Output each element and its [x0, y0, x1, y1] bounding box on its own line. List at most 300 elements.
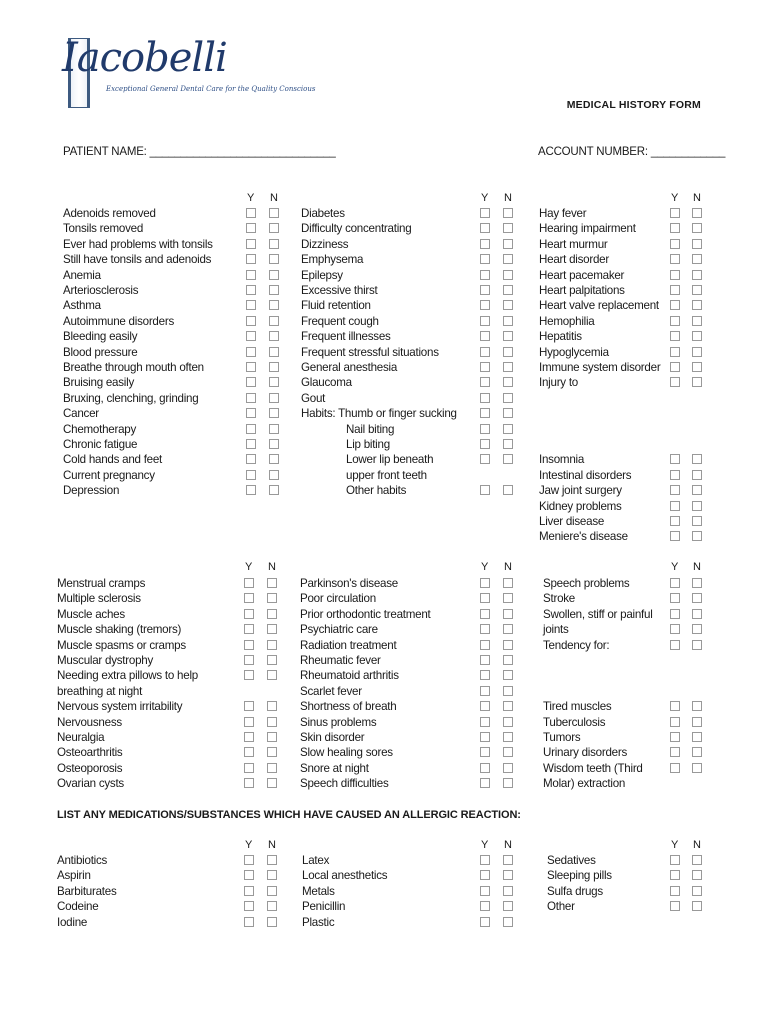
yes-checkbox[interactable]	[670, 593, 680, 603]
no-checkbox[interactable]	[269, 393, 279, 403]
yes-checkbox[interactable]	[480, 778, 490, 788]
no-checkbox[interactable]	[269, 331, 279, 341]
no-checkbox[interactable]	[503, 408, 513, 418]
condition-label: Iodine	[57, 915, 88, 929]
condition-label: Jaw joint surgery	[539, 484, 622, 498]
no-checkbox[interactable]	[692, 377, 702, 387]
yes-checkbox[interactable]	[480, 316, 490, 326]
yes-checkbox[interactable]	[670, 331, 680, 341]
condition-label: Chemotherapy	[63, 422, 137, 436]
no-checkbox[interactable]	[503, 331, 513, 341]
condition-label: Penicillin	[302, 900, 346, 914]
yes-checkbox[interactable]	[670, 254, 680, 264]
no-column-header: N	[268, 839, 276, 851]
form-title: MEDICAL HISTORY FORM	[566, 99, 701, 111]
yes-checkbox[interactable]	[244, 609, 254, 619]
yes-checkbox[interactable]	[244, 593, 254, 603]
yes-checkbox[interactable]	[670, 640, 680, 650]
yes-column-header: Y	[481, 839, 489, 851]
no-checkbox[interactable]	[692, 331, 702, 341]
condition-label: Parkinson's disease	[300, 577, 398, 590]
condition-label: Injury to	[539, 376, 578, 390]
no-checkbox[interactable]	[503, 870, 513, 880]
no-checkbox[interactable]	[692, 270, 702, 280]
yes-column-header: Y	[247, 192, 255, 204]
yes-checkbox[interactable]	[670, 701, 680, 711]
yes-checkbox[interactable]	[670, 285, 680, 295]
no-checkbox[interactable]	[269, 285, 279, 295]
no-checkbox[interactable]	[692, 717, 702, 727]
yes-checkbox[interactable]	[246, 377, 256, 387]
condition-label: Insomnia	[539, 453, 585, 467]
patient-name-field[interactable]: PATIENT NAME: ______________________________	[63, 146, 336, 158]
no-checkbox[interactable]	[503, 655, 513, 665]
no-checkbox[interactable]	[267, 655, 277, 665]
no-checkbox[interactable]	[269, 424, 279, 434]
yes-checkbox[interactable]	[670, 223, 680, 233]
yes-checkbox[interactable]	[670, 270, 680, 280]
no-checkbox[interactable]	[269, 208, 279, 218]
yes-checkbox[interactable]	[670, 531, 680, 541]
no-column-header: N	[504, 561, 512, 573]
no-checkbox[interactable]	[269, 239, 279, 249]
condition-label: Frequent cough	[301, 314, 379, 328]
condition-label: Tuberculosis	[543, 715, 606, 729]
no-checkbox[interactable]	[267, 640, 277, 650]
no-checkbox[interactable]	[503, 763, 513, 773]
no-checkbox[interactable]	[692, 362, 702, 372]
yes-checkbox[interactable]	[670, 362, 680, 372]
condition-label: Adenoids removed	[63, 207, 156, 220]
no-checkbox[interactable]	[692, 470, 702, 480]
yes-checkbox[interactable]	[246, 316, 256, 326]
no-checkbox[interactable]	[267, 917, 277, 927]
no-checkbox[interactable]	[267, 855, 277, 865]
no-checkbox[interactable]	[503, 886, 513, 896]
yes-checkbox[interactable]	[246, 300, 256, 310]
condition-label: joints	[543, 623, 569, 637]
yes-checkbox[interactable]	[670, 624, 680, 634]
condition-label: Liver disease	[539, 515, 605, 528]
condition-label: Snore at night	[300, 761, 369, 775]
no-checkbox[interactable]	[503, 747, 513, 757]
condition-label: Breathe through mouth often	[63, 361, 204, 374]
yes-checkbox[interactable]	[670, 300, 680, 310]
yes-checkbox[interactable]	[670, 485, 680, 495]
condition-label: Speech problems	[543, 577, 630, 590]
no-checkbox[interactable]	[503, 640, 513, 650]
yes-checkbox[interactable]	[480, 223, 490, 233]
condition-label: Muscular dystrophy	[57, 654, 154, 667]
condition-label: Hepatitis	[539, 330, 582, 344]
condition-label: Psychiatric care	[300, 623, 378, 637]
yes-checkbox[interactable]	[480, 285, 490, 295]
yes-checkbox[interactable]	[480, 393, 490, 403]
no-checkbox[interactable]	[267, 732, 277, 742]
condition-label: Hearing impairment	[539, 222, 636, 236]
no-checkbox[interactable]	[692, 855, 702, 865]
condition-label: Sulfa drugs	[547, 884, 603, 898]
condition-label: Nervousness	[57, 715, 122, 729]
condition-label: Bruxing, clenching, grinding	[63, 391, 199, 405]
yes-checkbox[interactable]	[480, 901, 490, 911]
no-checkbox[interactable]	[269, 223, 279, 233]
logo-tagline: Exceptional General Dental Care for the Quality Conscious	[106, 85, 316, 93]
no-checkbox[interactable]	[503, 254, 513, 264]
no-checkbox[interactable]	[692, 747, 702, 757]
no-checkbox[interactable]	[503, 439, 513, 449]
no-checkbox[interactable]	[503, 316, 513, 326]
no-checkbox[interactable]	[267, 886, 277, 896]
condition-label: Skin disorder	[300, 731, 365, 744]
yes-checkbox[interactable]	[244, 578, 254, 588]
condition-label: Cancer	[63, 407, 99, 421]
yes-checkbox[interactable]	[480, 362, 490, 372]
condition-label: Osteoporosis	[57, 761, 123, 775]
yes-checkbox[interactable]	[244, 655, 254, 665]
no-checkbox[interactable]	[692, 640, 702, 650]
yes-column-header: Y	[245, 839, 253, 851]
yes-checkbox[interactable]	[670, 747, 680, 757]
no-checkbox[interactable]	[503, 347, 513, 357]
no-checkbox[interactable]	[503, 285, 513, 295]
condition-label: Sinus problems	[300, 715, 377, 729]
no-checkbox[interactable]	[692, 254, 702, 264]
yes-checkbox[interactable]	[480, 593, 490, 603]
no-checkbox[interactable]	[692, 285, 702, 295]
condition-label: Latex	[302, 854, 330, 867]
condition-label: Hypoglycemia	[539, 345, 609, 359]
condition-label: Heart valve replacement	[539, 299, 659, 313]
yes-checkbox[interactable]	[480, 655, 490, 665]
no-checkbox[interactable]	[269, 254, 279, 264]
condition-label: Bruising easily	[63, 376, 134, 390]
condition-label: Frequent illnesses	[301, 330, 391, 344]
yes-checkbox[interactable]	[244, 732, 254, 742]
no-checkbox[interactable]	[503, 855, 513, 865]
no-checkbox[interactable]	[267, 763, 277, 773]
no-column-header: N	[268, 561, 276, 573]
yes-column-header: Y	[671, 839, 679, 851]
yes-checkbox[interactable]	[480, 717, 490, 727]
no-checkbox[interactable]	[267, 701, 277, 711]
no-checkbox[interactable]	[692, 578, 702, 588]
yes-column-header: Y	[671, 561, 679, 573]
no-checkbox[interactable]	[267, 778, 277, 788]
yes-checkbox[interactable]	[244, 624, 254, 634]
yes-column-header: Y	[671, 192, 679, 204]
condition-label: Metals	[302, 884, 335, 898]
yes-checkbox[interactable]	[480, 609, 490, 619]
no-column-header: N	[693, 839, 701, 851]
no-checkbox[interactable]	[503, 686, 513, 696]
account-number-field[interactable]: ACCOUNT NUMBER: ____________	[538, 146, 726, 158]
yes-checkbox[interactable]	[246, 393, 256, 403]
condition-label: Lower lip beneath	[346, 453, 434, 467]
no-checkbox[interactable]	[269, 300, 279, 310]
no-checkbox[interactable]	[269, 454, 279, 464]
yes-checkbox[interactable]	[480, 747, 490, 757]
yes-checkbox[interactable]	[480, 347, 490, 357]
no-checkbox[interactable]	[503, 778, 513, 788]
no-checkbox[interactable]	[692, 239, 702, 249]
yes-checkbox[interactable]	[480, 454, 490, 464]
yes-checkbox[interactable]	[246, 424, 256, 434]
no-checkbox[interactable]	[692, 347, 702, 357]
condition-label: breathing at night	[57, 684, 143, 698]
no-checkbox[interactable]	[267, 870, 277, 880]
no-checkbox[interactable]	[503, 717, 513, 727]
yes-checkbox[interactable]	[670, 316, 680, 326]
no-checkbox[interactable]	[692, 701, 702, 711]
yes-checkbox[interactable]	[480, 917, 490, 927]
condition-label: Nervous system irritability	[57, 700, 183, 714]
yes-checkbox[interactable]	[670, 454, 680, 464]
no-checkbox[interactable]	[267, 624, 277, 634]
no-checkbox[interactable]	[269, 408, 279, 418]
condition-label: Cold hands and feet	[63, 453, 163, 467]
no-checkbox[interactable]	[503, 609, 513, 619]
condition-label: Poor circulation	[300, 592, 376, 606]
yes-checkbox[interactable]	[246, 208, 256, 218]
yes-checkbox[interactable]	[246, 239, 256, 249]
yes-checkbox[interactable]	[670, 501, 680, 511]
yes-checkbox[interactable]	[670, 377, 680, 387]
no-checkbox[interactable]	[269, 347, 279, 357]
yes-checkbox[interactable]	[480, 377, 490, 387]
condition-label: Muscle shaking (tremors)	[57, 623, 182, 637]
yes-checkbox[interactable]	[670, 855, 680, 865]
no-checkbox[interactable]	[692, 531, 702, 541]
condition-label: Tonsils removed	[63, 222, 144, 236]
yes-checkbox[interactable]	[246, 223, 256, 233]
condition-label: Osteoarthritis	[57, 746, 123, 760]
yes-checkbox[interactable]	[480, 424, 490, 434]
yes-checkbox[interactable]	[480, 408, 490, 418]
no-checkbox[interactable]	[692, 223, 702, 233]
condition-label: Rheumatoid arthritis	[300, 669, 399, 683]
condition-label: Ever had problems with tonsils	[63, 237, 213, 251]
no-checkbox[interactable]	[269, 270, 279, 280]
yes-checkbox[interactable]	[670, 347, 680, 357]
yes-checkbox[interactable]	[480, 624, 490, 634]
condition-label: Chronic fatigue	[63, 438, 138, 451]
yes-checkbox[interactable]	[244, 901, 254, 911]
no-checkbox[interactable]	[692, 870, 702, 880]
no-checkbox[interactable]	[692, 516, 702, 526]
yes-checkbox[interactable]	[246, 485, 256, 495]
yes-checkbox[interactable]	[480, 439, 490, 449]
yes-checkbox[interactable]	[480, 886, 490, 896]
yes-checkbox[interactable]	[244, 763, 254, 773]
yes-checkbox[interactable]	[480, 670, 490, 680]
no-checkbox[interactable]	[503, 670, 513, 680]
yes-checkbox[interactable]	[480, 763, 490, 773]
no-checkbox[interactable]	[503, 901, 513, 911]
no-checkbox[interactable]	[269, 377, 279, 387]
no-checkbox[interactable]	[692, 901, 702, 911]
yes-checkbox[interactable]	[244, 855, 254, 865]
no-checkbox[interactable]	[692, 454, 702, 464]
condition-label: Muscle aches	[57, 607, 125, 621]
no-checkbox[interactable]	[692, 886, 702, 896]
condition-label: Excessive thirst	[301, 284, 378, 297]
yes-checkbox[interactable]	[480, 485, 490, 495]
no-checkbox[interactable]	[503, 362, 513, 372]
yes-checkbox[interactable]	[480, 686, 490, 696]
no-checkbox[interactable]	[692, 501, 702, 511]
no-checkbox[interactable]	[692, 609, 702, 619]
no-checkbox[interactable]	[267, 670, 277, 680]
no-checkbox[interactable]	[503, 454, 513, 464]
condition-label: General anesthesia	[301, 361, 398, 374]
condition-label: Blood pressure	[63, 345, 138, 359]
yes-checkbox[interactable]	[246, 331, 256, 341]
no-checkbox[interactable]	[503, 732, 513, 742]
yes-checkbox[interactable]	[480, 732, 490, 742]
no-checkbox[interactable]	[503, 270, 513, 280]
no-checkbox[interactable]	[269, 316, 279, 326]
condition-label: Neuralgia	[57, 731, 105, 744]
condition-label: Lip biting	[346, 438, 390, 451]
yes-checkbox[interactable]	[246, 285, 256, 295]
no-checkbox[interactable]	[692, 732, 702, 742]
yes-checkbox[interactable]	[244, 917, 254, 927]
no-checkbox[interactable]	[503, 377, 513, 387]
no-checkbox[interactable]	[267, 609, 277, 619]
yes-checkbox[interactable]	[480, 208, 490, 218]
condition-label: Plastic	[302, 915, 335, 929]
no-checkbox[interactable]	[692, 593, 702, 603]
no-checkbox[interactable]	[267, 578, 277, 588]
condition-label: Glaucoma	[301, 376, 352, 390]
yes-checkbox[interactable]	[670, 717, 680, 727]
no-checkbox[interactable]	[267, 747, 277, 757]
no-checkbox[interactable]	[503, 393, 513, 403]
yes-checkbox[interactable]	[246, 439, 256, 449]
no-checkbox[interactable]	[692, 763, 702, 773]
condition-label: Antibiotics	[57, 854, 108, 867]
condition-label: Arteriosclerosis	[63, 284, 139, 297]
no-checkbox[interactable]	[692, 316, 702, 326]
condition-label: Nail biting	[346, 422, 395, 436]
condition-label: Anemia	[63, 268, 101, 282]
yes-checkbox[interactable]	[670, 870, 680, 880]
yes-checkbox[interactable]	[244, 778, 254, 788]
yes-checkbox[interactable]	[246, 470, 256, 480]
yes-checkbox[interactable]	[480, 870, 490, 880]
yes-checkbox[interactable]	[670, 901, 680, 911]
yes-checkbox[interactable]	[670, 516, 680, 526]
condition-label: upper front teeth	[346, 468, 427, 482]
no-checkbox[interactable]	[503, 485, 513, 495]
yes-checkbox[interactable]	[246, 362, 256, 372]
yes-checkbox[interactable]	[246, 270, 256, 280]
yes-checkbox[interactable]	[670, 578, 680, 588]
yes-checkbox[interactable]	[670, 763, 680, 773]
yes-checkbox[interactable]	[480, 640, 490, 650]
condition-label: Barbiturates	[57, 884, 117, 898]
no-checkbox[interactable]	[503, 701, 513, 711]
no-checkbox[interactable]	[503, 208, 513, 218]
yes-checkbox[interactable]	[480, 578, 490, 588]
yes-checkbox[interactable]	[480, 300, 490, 310]
yes-checkbox[interactable]	[244, 670, 254, 680]
condition-label: Heart murmur	[539, 237, 608, 251]
yes-checkbox[interactable]	[670, 470, 680, 480]
no-checkbox[interactable]	[692, 208, 702, 218]
no-checkbox[interactable]	[503, 917, 513, 927]
yes-checkbox[interactable]	[246, 254, 256, 264]
condition-label: Frequent stressful situations	[301, 345, 439, 359]
yes-checkbox[interactable]	[480, 254, 490, 264]
condition-label: Heart palpitations	[539, 284, 625, 297]
no-checkbox[interactable]	[267, 901, 277, 911]
yes-checkbox[interactable]	[670, 208, 680, 218]
yes-checkbox[interactable]	[244, 701, 254, 711]
no-checkbox[interactable]	[267, 717, 277, 727]
no-checkbox[interactable]	[503, 624, 513, 634]
yes-checkbox[interactable]	[480, 270, 490, 280]
no-column-header: N	[504, 192, 512, 204]
yes-checkbox[interactable]	[480, 701, 490, 711]
condition-label: Radiation treatment	[300, 638, 397, 652]
yes-checkbox[interactable]	[670, 609, 680, 619]
yes-checkbox[interactable]	[480, 239, 490, 249]
condition-label: Bleeding easily	[63, 330, 138, 344]
yes-checkbox[interactable]	[480, 855, 490, 865]
no-checkbox[interactable]	[269, 470, 279, 480]
condition-label: Habits: Thumb or finger sucking	[301, 407, 457, 421]
no-checkbox[interactable]	[503, 223, 513, 233]
yes-checkbox[interactable]	[244, 886, 254, 896]
condition-label: Fluid retention	[301, 299, 371, 313]
no-column-header: N	[504, 839, 512, 851]
condition-label: Autoimmune disorders	[63, 314, 174, 328]
no-checkbox[interactable]	[269, 439, 279, 449]
no-checkbox[interactable]	[503, 578, 513, 588]
no-checkbox[interactable]	[692, 300, 702, 310]
yes-checkbox[interactable]	[246, 347, 256, 357]
condition-label: Difficulty concentrating	[301, 222, 412, 236]
yes-checkbox[interactable]	[244, 870, 254, 880]
no-checkbox[interactable]	[692, 624, 702, 634]
no-checkbox[interactable]	[269, 362, 279, 372]
yes-checkbox[interactable]	[670, 886, 680, 896]
condition-label: Emphysema	[301, 253, 364, 267]
no-checkbox[interactable]	[269, 485, 279, 495]
no-checkbox[interactable]	[503, 424, 513, 434]
no-checkbox[interactable]	[692, 485, 702, 495]
yes-checkbox[interactable]	[480, 331, 490, 341]
yes-checkbox[interactable]	[244, 747, 254, 757]
yes-checkbox[interactable]	[244, 640, 254, 650]
yes-checkbox[interactable]	[670, 732, 680, 742]
condition-label: Ovarian cysts	[57, 777, 124, 791]
yes-checkbox[interactable]	[244, 717, 254, 727]
yes-checkbox[interactable]	[670, 239, 680, 249]
no-checkbox[interactable]	[267, 593, 277, 603]
yes-checkbox[interactable]	[246, 408, 256, 418]
condition-label: Rheumatic fever	[300, 654, 381, 667]
condition-label: Still have tonsils and adenoids	[63, 253, 212, 267]
yes-checkbox[interactable]	[246, 454, 256, 464]
yes-column-header: Y	[245, 561, 253, 573]
no-checkbox[interactable]	[503, 593, 513, 603]
no-checkbox[interactable]	[503, 239, 513, 249]
no-checkbox[interactable]	[503, 300, 513, 310]
condition-label: Diabetes	[301, 207, 345, 220]
